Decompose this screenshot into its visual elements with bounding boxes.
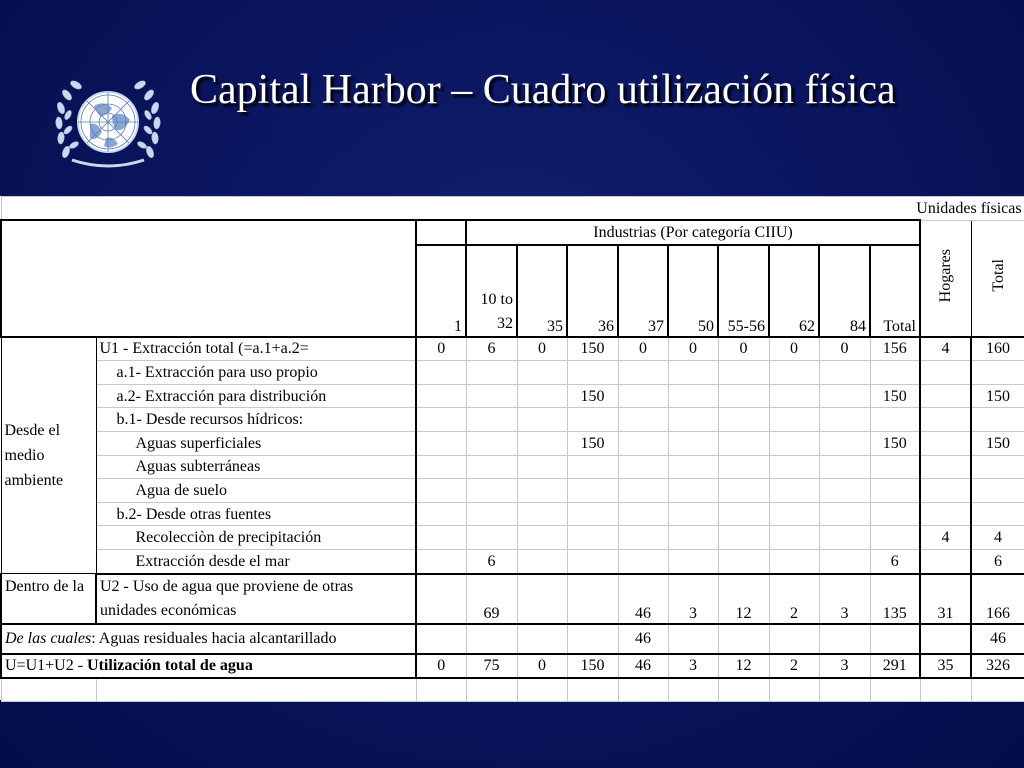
physical-use-table (0, 196, 1024, 702)
cell (819, 361, 870, 385)
cell (567, 574, 618, 624)
cell (567, 455, 618, 479)
row-u1 (1, 337, 1024, 361)
row-label-u1: U1 - Extracción total (=a.1+a.2= (96, 337, 416, 361)
cell (416, 574, 466, 624)
header-row-1 (1, 220, 1024, 245)
cell (466, 384, 517, 408)
cell (466, 455, 517, 479)
cell (870, 479, 920, 503)
cell (769, 526, 819, 550)
cell (718, 408, 769, 432)
cell (769, 431, 819, 455)
row-label-a2: a.2- Extracción para distribución (96, 384, 416, 408)
cell (971, 678, 1024, 702)
row-mar (1, 549, 1024, 573)
cell: 35 (920, 654, 971, 679)
cell (668, 384, 718, 408)
cell: 6 (466, 337, 517, 361)
cell (920, 502, 971, 526)
cell (618, 408, 668, 432)
col-header-62: 62 (769, 245, 819, 337)
cell (517, 624, 567, 654)
cell (618, 479, 668, 503)
cell: 0 (517, 654, 567, 679)
cell (870, 455, 920, 479)
cell (668, 526, 718, 550)
row-a1 (1, 361, 1024, 385)
cell: 69 (466, 574, 517, 624)
cell (466, 678, 517, 702)
hogares-header: Hogares (920, 220, 971, 337)
row-a2 (1, 384, 1024, 408)
cell: 46 (971, 624, 1024, 654)
group-medio-ambiente: Desde el medio ambiente (1, 337, 96, 574)
cell (517, 549, 567, 573)
cell: 0 (718, 337, 769, 361)
cell (668, 502, 718, 526)
row-label-superficiales: Aguas superficiales (96, 431, 416, 455)
cell: 160 (971, 337, 1024, 361)
empty-footer-row (1, 678, 1024, 702)
cell: 46 (618, 574, 668, 624)
cell (668, 678, 718, 702)
cell: 6 (870, 549, 920, 573)
cell (567, 361, 618, 385)
cell (466, 431, 517, 455)
cell (870, 678, 920, 702)
row-superficiales (1, 431, 1024, 455)
industries-header: Industrias (Por categoría CIIU) (466, 220, 920, 245)
cell (870, 624, 920, 654)
cell (416, 678, 466, 702)
cell (819, 431, 870, 455)
cell (971, 408, 1024, 432)
cell: 12 (718, 574, 769, 624)
cell: 0 (618, 337, 668, 361)
cell (517, 361, 567, 385)
row-label-u2: U2 - Uso de agua que proviene de otras unidades económicas (96, 574, 416, 624)
row-suelo (1, 479, 1024, 503)
cell (618, 549, 668, 573)
cell: 150 (567, 431, 618, 455)
col-header-84: 84 (819, 245, 870, 337)
cell (870, 408, 920, 432)
header-gap (416, 220, 466, 245)
cell (466, 479, 517, 503)
cell: 31 (920, 574, 971, 624)
cell (416, 624, 466, 654)
col-header-36: 36 (567, 245, 618, 337)
col-header-55-56: 55-56 (718, 245, 769, 337)
cell (920, 624, 971, 654)
cell (466, 526, 517, 550)
row-b2 (1, 502, 1024, 526)
row-u2 (1, 574, 1024, 624)
cell (466, 624, 517, 654)
cell: 150 (567, 654, 618, 679)
cell (416, 479, 466, 503)
group-dentro: Dentro de la (1, 574, 96, 624)
cell (618, 502, 668, 526)
cell (769, 502, 819, 526)
cell (618, 455, 668, 479)
cell (718, 549, 769, 573)
cell: 150 (870, 431, 920, 455)
cell: 150 (971, 384, 1024, 408)
cell (517, 384, 567, 408)
cell: 75 (466, 654, 517, 679)
cell (971, 455, 1024, 479)
cell (416, 455, 466, 479)
cell (718, 526, 769, 550)
cell (819, 549, 870, 573)
cell: 3 (668, 654, 718, 679)
cell: 150 (567, 337, 618, 361)
cell: 0 (416, 654, 466, 679)
cell: 150 (567, 384, 618, 408)
cell (718, 384, 769, 408)
cell (718, 502, 769, 526)
cell (870, 526, 920, 550)
cell (466, 361, 517, 385)
cell (416, 408, 466, 432)
row-de-las-cuales (1, 624, 1024, 654)
cell (517, 408, 567, 432)
cell (618, 678, 668, 702)
un-emblem-logo (50, 72, 166, 172)
row-label-b2: b.2- Desde otras fuentes (96, 502, 416, 526)
cell (971, 479, 1024, 503)
cell: 4 (920, 337, 971, 361)
cell (668, 479, 718, 503)
cell (769, 384, 819, 408)
cell (96, 678, 416, 702)
cell: 150 (870, 384, 920, 408)
cell (819, 624, 870, 654)
cell: 46 (618, 624, 668, 654)
cell (920, 455, 971, 479)
cell (971, 502, 1024, 526)
cell (517, 455, 567, 479)
row-label-subterraneas: Aguas subterráneas (96, 455, 416, 479)
cell (920, 408, 971, 432)
units-label: Unidades físicas (1, 197, 1024, 221)
col-header-50: 50 (668, 245, 718, 337)
cell (718, 431, 769, 455)
row-label-precipitacion: Recolecciòn de precipitación (96, 526, 416, 550)
col-header-37: 37 (618, 245, 668, 337)
slide-title: Capital Harbor – Cuadro utilización física (190, 67, 896, 113)
cell: 46 (618, 654, 668, 679)
cell (718, 455, 769, 479)
cell (668, 431, 718, 455)
row-precipitacion (1, 526, 1024, 550)
cell (920, 678, 971, 702)
cell (567, 479, 618, 503)
cell (718, 479, 769, 503)
cell: 3 (819, 574, 870, 624)
cell: 2 (769, 574, 819, 624)
cell (819, 479, 870, 503)
cell (920, 361, 971, 385)
cell: 4 (971, 526, 1024, 550)
cell: 6 (971, 549, 1024, 573)
cell (517, 431, 567, 455)
row-total-utilizacion (1, 654, 1024, 679)
cell (517, 502, 567, 526)
cell (920, 384, 971, 408)
cell (769, 549, 819, 573)
cell (668, 361, 718, 385)
cell (819, 502, 870, 526)
cell (567, 624, 618, 654)
cell (870, 361, 920, 385)
header-blank (1, 220, 416, 337)
cell (769, 361, 819, 385)
col-header-total: Total (870, 245, 920, 337)
cell (567, 678, 618, 702)
cell (769, 678, 819, 702)
cell (567, 549, 618, 573)
cell (668, 624, 718, 654)
col-header-10-32: 10 to 32 (466, 245, 517, 337)
cell (466, 502, 517, 526)
cell: 0 (769, 337, 819, 361)
cell (567, 502, 618, 526)
cell (517, 526, 567, 550)
cell (769, 408, 819, 432)
cell (920, 431, 971, 455)
row-label-a1: a.1- Extracción para uso propio (96, 361, 416, 385)
cell (1, 678, 96, 702)
cell (618, 526, 668, 550)
cell (819, 678, 870, 702)
cell: 135 (870, 574, 920, 624)
cell (819, 526, 870, 550)
cell: 4 (920, 526, 971, 550)
cell: 150 (971, 431, 1024, 455)
cell: 12 (718, 654, 769, 679)
cell (618, 361, 668, 385)
cell (517, 678, 567, 702)
cell: 156 (870, 337, 920, 361)
cell (718, 361, 769, 385)
col-header-35: 35 (517, 245, 567, 337)
cell: 326 (971, 654, 1024, 679)
cell (618, 384, 668, 408)
cell (668, 408, 718, 432)
cell (718, 624, 769, 654)
cell: 3 (819, 654, 870, 679)
col-header-1: 1 (416, 245, 466, 337)
row-label-de-las-cuales: De las cuales: Aguas residuales hacia alcantarillado (1, 624, 416, 654)
cell: 3 (668, 574, 718, 624)
cell: 291 (870, 654, 920, 679)
cell (416, 431, 466, 455)
cell (920, 479, 971, 503)
cell (769, 479, 819, 503)
cell (416, 549, 466, 573)
cell (971, 361, 1024, 385)
cell (416, 384, 466, 408)
cell (517, 479, 567, 503)
cell: 0 (517, 337, 567, 361)
cell (416, 361, 466, 385)
cell (718, 678, 769, 702)
total-header: Total (971, 220, 1024, 337)
cell: 0 (416, 337, 466, 361)
row-label-b1: b.1- Desde recursos hídricos: (96, 408, 416, 432)
cell (567, 526, 618, 550)
cell: 2 (769, 654, 819, 679)
units-row (1, 197, 1024, 221)
cell: 0 (668, 337, 718, 361)
cell (567, 408, 618, 432)
cell (668, 455, 718, 479)
cell (819, 408, 870, 432)
cell (416, 526, 466, 550)
row-b1 (1, 408, 1024, 432)
water-use-table-sheet (0, 196, 1024, 700)
cell: 6 (466, 549, 517, 573)
cell (618, 431, 668, 455)
cell (668, 549, 718, 573)
cell (920, 549, 971, 573)
cell (416, 502, 466, 526)
cell: 166 (971, 574, 1024, 624)
row-label-suelo: Agua de suelo (96, 479, 416, 503)
cell: 0 (819, 337, 870, 361)
cell (819, 455, 870, 479)
cell (870, 502, 920, 526)
cell (769, 455, 819, 479)
row-subterraneas (1, 455, 1024, 479)
cell (819, 384, 870, 408)
cell (517, 574, 567, 624)
cell (466, 408, 517, 432)
row-label-total-utilizacion: U=U1+U2 - Utilización total de agua (1, 654, 416, 679)
cell (769, 624, 819, 654)
row-label-mar: Extracción desde el mar (96, 549, 416, 573)
